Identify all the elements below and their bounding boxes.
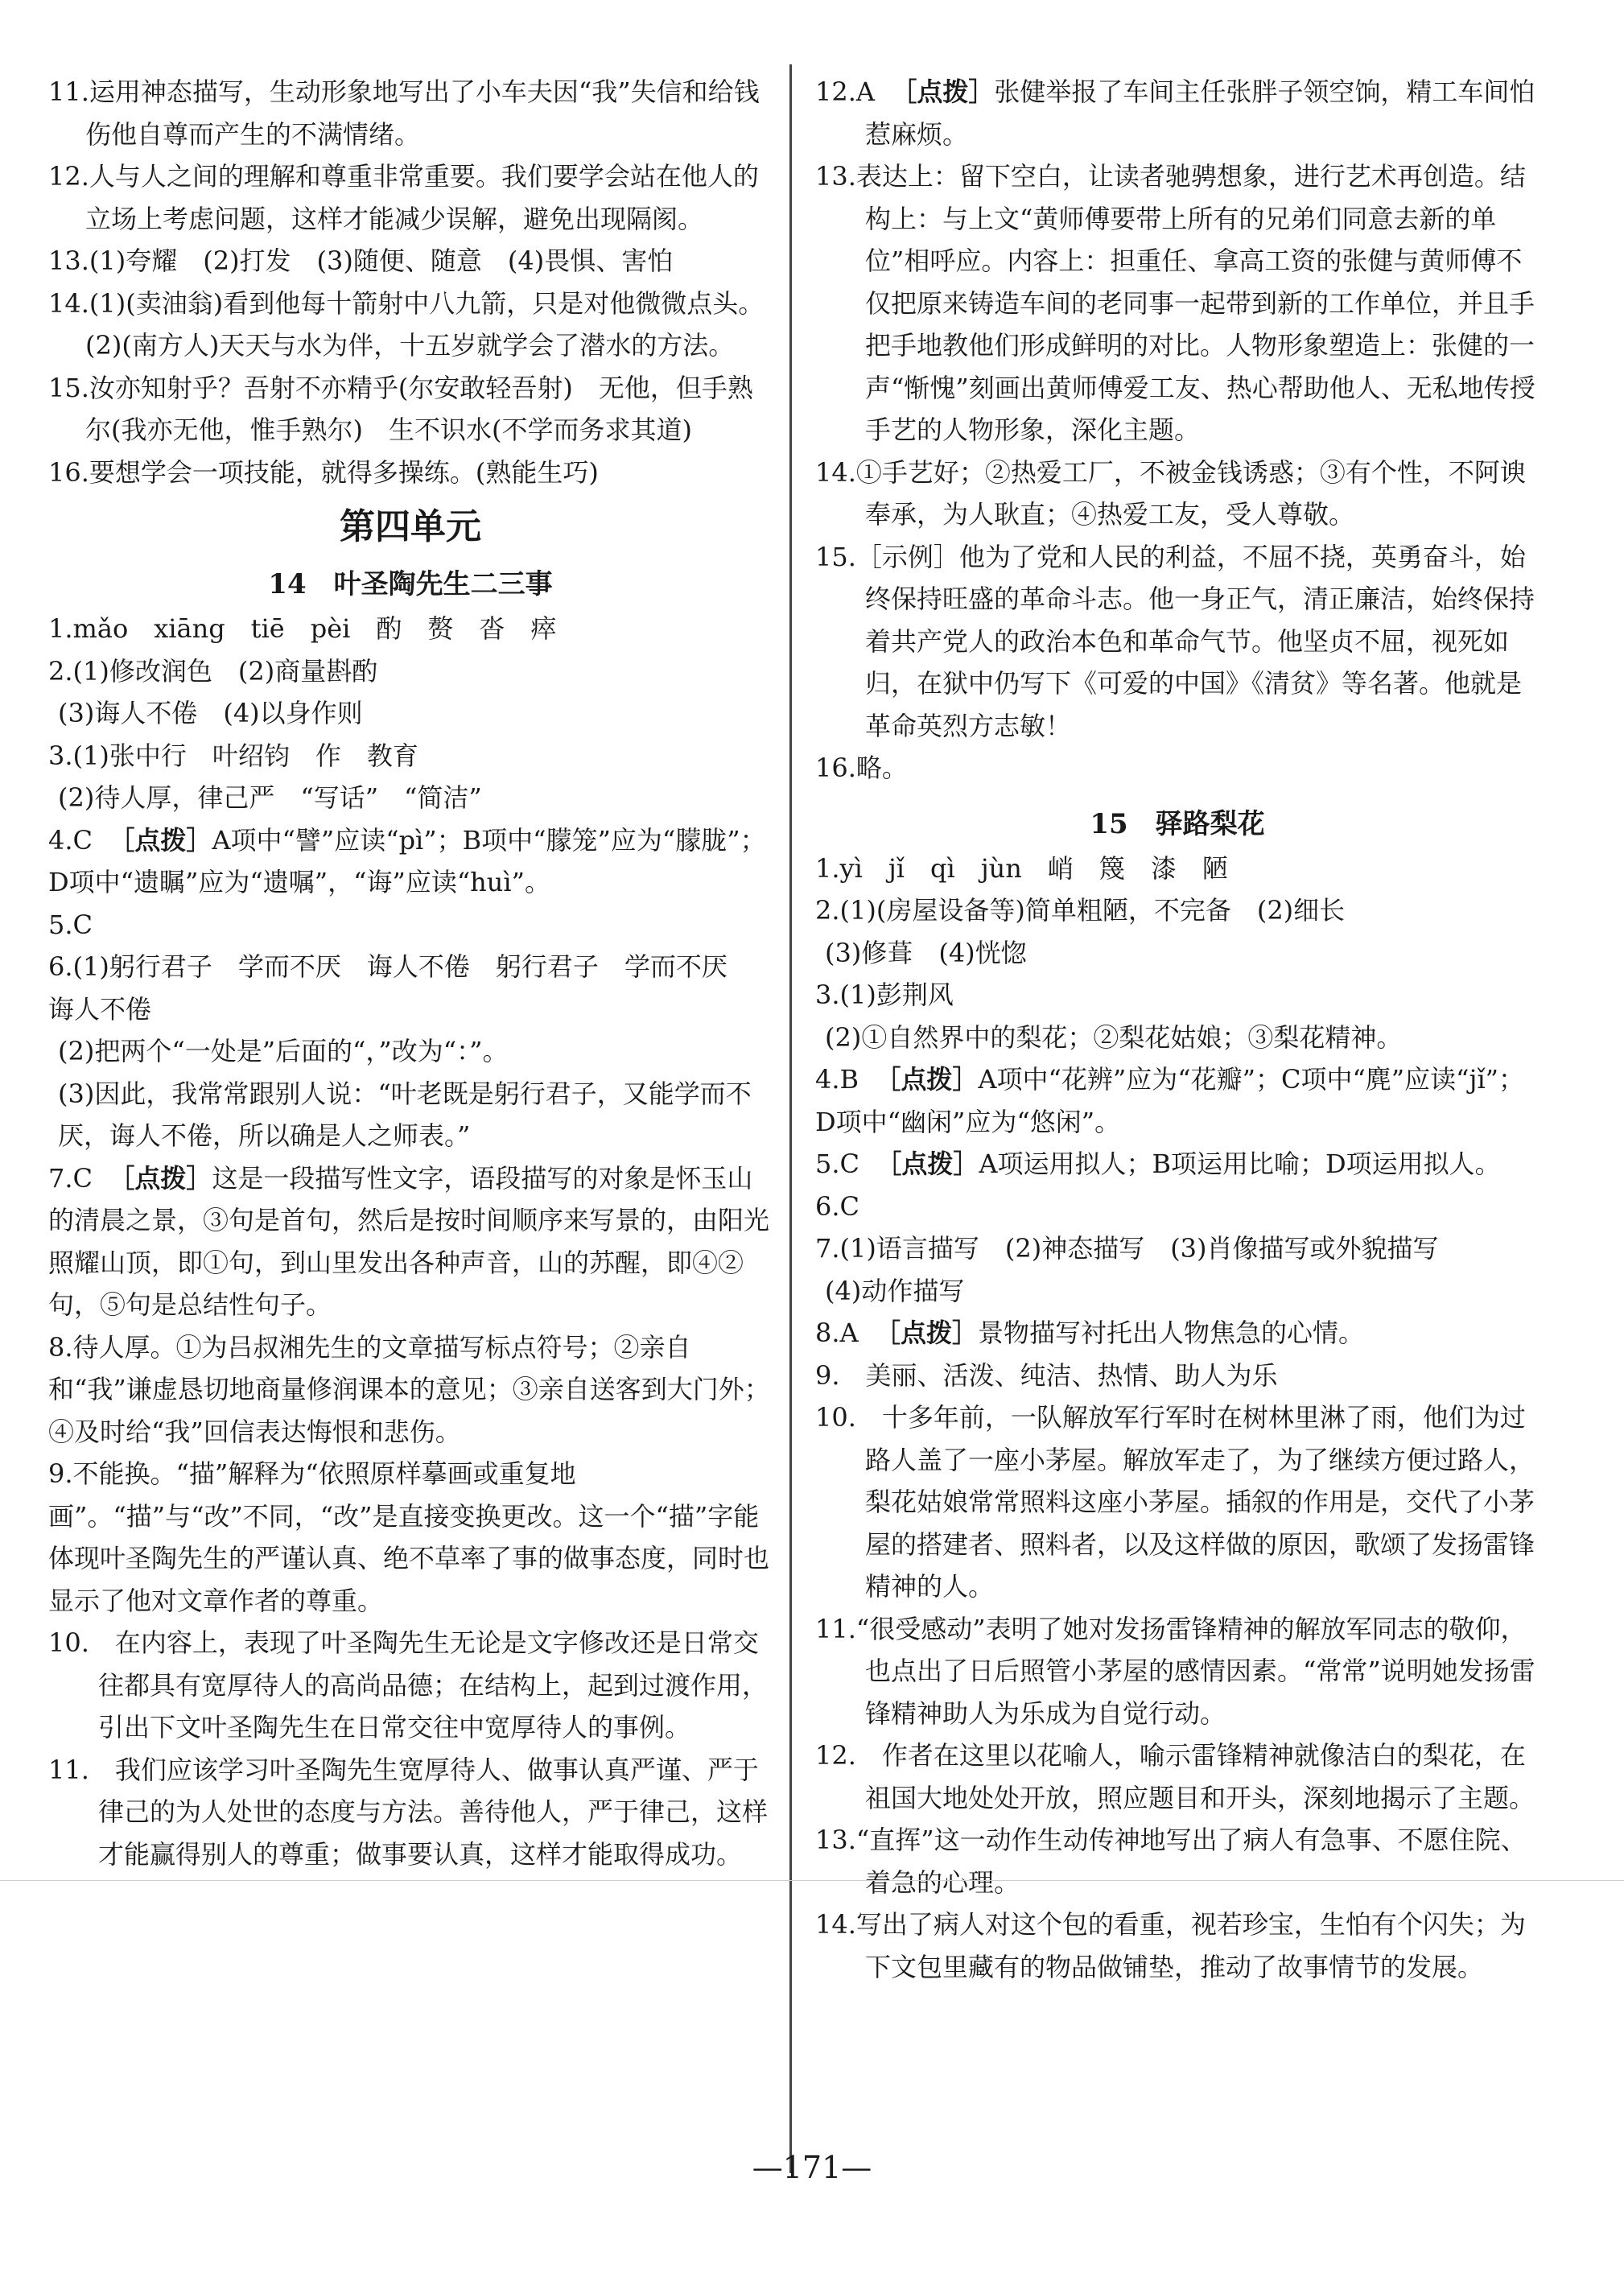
answer-l13: 13.(1)夸耀 (2)打发 (3)随便、随意 (4)畏惧、害怕 [48,245,674,276]
answer-choice: 7.C [48,1162,93,1194]
page-number: —171— [752,2150,872,2185]
hint-text: 这是一段描写性文字，语段描写的对象是怀玉山的清晨之景，③句是首句，然后是按时间顺序来写景的，由阳光照耀山顶，即①句，到山里发出各种声音，山的苏醒，即④②句，⑤句是总结性句子。 [48,1162,770,1320]
l15-answer-1: 1.yì jǐ qì jùn 峭 篾 漆 陋 [815,852,1228,884]
l15-answer-3: 3.(1)彭荆风 [815,979,954,1010]
answer-choice: 8.A [815,1318,859,1348]
l14-answer-2-sub: (3)诲人不倦 (4)以身作则 [58,698,363,728]
hint-tag: ［点拨］ [874,1318,978,1348]
l14-answer-3: 3.(1)张中行 叶绍钧 作 教育 [48,740,418,771]
l14-answer-7 [48,1157,773,1326]
l14-answer-1: 1.mǎo xiāng tiē pèi 酌 赘 沓 瘁 [48,613,557,644]
l14-answer-8: 8.待人厚。①为吕叔湘先生的文章描写标点符号；②亲自和“我”谦虚恳切地商量修润课本的意见；③亲自送客到大门外；④及时给“我”回信表达悔恨和悲伤。 [48,1331,770,1447]
l14-answer-4 [48,819,773,904]
answer-r13: 13.表达上：留下空白，让读者驰骋想象，进行艺术再创造。结构上：与上文“黄师傅要带上所有的兄弟们同意去新的单位”相呼应。内容上：担重任、拿高工资的张健与黄师傅不仅把原来铸造车间的老同事一起带到新的工作单位，并且手把手地教他们形成鲜明的对比。人物形象塑造上：张健的一声“惭愧”刻画出黄师傅爱工友、热心帮助他人、无私地传授手艺的人物形象，深化主题。 [815,161,1535,445]
hint-text: A项运用拟人；B项运用比喻；D项运用拟人。 [979,1149,1501,1179]
l14-answer-2: 2.(1)修改润色 (2)商量斟酌 [48,655,378,687]
l15-answer-8 [815,1312,1540,1355]
answer-l16: 16.要想学会一项技能，就得多操练。(熟能生巧) [48,456,599,488]
l14-answer-9: 9.不能换。“描”解释为“依照原样摹画或重复地画”。“描”与“改”不同，“改”是直接变换更改。这一个“描”字能体现叶圣陶先生的严谨认真、绝不草率了事的做事态度，同时也显示了他对文章作者的尊重。 [48,1458,770,1616]
l15-answer-4 [815,1058,1540,1143]
answer-l14: 14.(1)(卖油翁)看到他每十箭射中八九箭，只是对他微微点头。 [48,287,765,319]
answer-l11: 11.运用神态描写，生动形象地写出了小车夫因“我”失信和给钱伤他自尊而产生的不满情绪。 [48,76,760,150]
scan-crease-line [0,1880,1624,1881]
answer-r14: 14.①手艺好；②热爱工厂，不被金钱诱惑；③有个性，不阿谀奉承，为人耿直；④热爱工友，受人尊敬。 [815,456,1526,530]
l15-answer-3-sub: (2)①自然界中的梨花；②梨花姑娘；③梨花精神。 [825,1021,1403,1053]
l15-answer-11: 11.“很受感动”表明了她对发扬雷锋精神的解放军同志的敬仰，也点出了日后照管小茅屋的感情因素。“常常”说明她发扬雷锋精神助人为乐成为自觉行动。 [815,1613,1535,1729]
unit-title: 第四单元 [340,506,481,547]
hint-tag: ［点拨］ [109,824,212,856]
l15-answer-12: 12. 作者在这里以花喻人，喻示雷锋精神就像洁白的梨花，在祖国大地处处开放，照应题目和开头，深刻地揭示了主题。 [815,1740,1535,1813]
l14-answer-6: 6.(1)躬行君子 学而不厌 诲人不倦 躬行君子 学而不厌 诲人不倦 [48,951,753,1025]
answer-l14-sub: (2)(南方人)天天与水为伴，十五岁就学会了潜水的方法。 [85,330,735,361]
l15-answer-2: 2.(1)(房屋设备等)简单粗陋，不完备 (2)细长 [815,895,1346,926]
hint-text: A项中“花辨”应为“花瓣”；C项中“麂”应读“jǐ”；D项中“幽闲”应为“悠闲”。 [815,1064,1525,1137]
hint-tag: ［点拨］ [891,76,995,107]
answer-r15: 15.［示例］他为了党和人民的利益，不屈不挠，英勇奋斗，始终保持旺盛的革命斗志。他一身正气，清正廉洁，始终保持着共产党人的政治本色和革命气节。他坚贞不屈，视死如归，在狱中仍写下《可爱的中国》《清贫》等名著。他就是革命英烈方志敏！ [815,541,1535,741]
lesson-14-title: 14 叶圣陶先生二三事 [268,568,553,600]
l15-answer-2-sub: (3)修葺 (4)恍惚 [825,937,1027,968]
right-column [815,71,1540,1988]
hint-text: A项中“譬”应读“pì”；B项中“朦笼”应为“朦胧”；D项中“遗瞩”应为“遗嘱”，“诲”应读“huì”。 [48,824,766,897]
l15-answer-7-sub: (4)动作描写 [825,1275,965,1306]
hint-tag: ［点拨］ [109,1162,212,1194]
lesson-15-title: 15 驿路梨花 [1090,807,1265,840]
answer-choice: 12.A [815,76,875,107]
l14-answer-6-sub2: (2)把两个“一处是”后面的“，”改为“：”。 [58,1036,509,1066]
hint-text: 张健举报了车间主任张胖子领空饷，精工车间怕惹麻烦。 [865,76,1535,150]
answer-l15: 15.汝亦知射乎？吾射不亦精乎(尔安敢轻吾射) 无他，但手熟尔(我亦无他，惟手熟尔) 生不识水(不学而务求其道) [48,372,753,445]
hint-tag: ［点拨］ [875,1064,979,1095]
l14-answer-10: 10. 在内容上，表现了叶圣陶先生无论是文字修改还是日常交往都具有宽厚待人的高尚品德；在结构上，起到过渡作用，引出下文叶圣陶先生在日常交往中宽厚待人的事例。 [48,1627,769,1742]
hint-tag: ［点拨］ [876,1149,979,1179]
answer-choice: 4.C [48,824,93,856]
l14-answer-6-sub3: (3)因此，我常常跟别人说：“叶老既是躬行君子，又能学而不厌，诲人不倦，所以确是人之师表。” [58,1078,752,1151]
left-column [48,71,773,1875]
l15-answer-5 [815,1143,1540,1186]
l15-answer-6: 6.C [815,1190,860,1222]
l14-answer-5: 5.C [48,909,93,940]
l15-answer-10: 10. 十多年前，一队解放军行军时在树林里淋了雨，他们为过路人盖了一座小茅屋。解放军走了，为了继续方便过路人，梨花姑娘常常照料这座小茅屋。插叙的作用是，交代了小茅屋的搭建者、照料者，以及这样做的原因，歌颂了发扬雷锋精神的人。 [815,1402,1535,1602]
answer-choice: 5.C [815,1149,860,1179]
answer-r12 [815,71,1540,155]
answer-l12: 12.人与人之间的理解和尊重非常重要。我们要学会站在他人的立场上考虑问题，这样才能减少误解，避免出现隔阂。 [48,161,759,234]
l15-answer-9: 9. 美丽、活泼、纯洁、热情、助人为乐 [815,1359,1278,1391]
answer-r16: 16.略。 [815,753,908,783]
l15-answer-13: 13.“直挥”这一动作生动传神地写出了病人有急事、不愿住院、着急的心理。 [815,1825,1527,1898]
l14-answer-3-sub: (2)待人厚，律己严 “写话” “简洁” [58,782,482,813]
l14-answer-11: 11. 我们应该学习叶圣陶先生宽厚待人、做事认真严谨、严于律己的为人处世的态度与方法。善待他人，严于律己，这样才能赢得别人的尊重；做事要认真，这样才能取得成功。 [48,1754,769,1870]
l15-answer-14: 14.写出了病人对这个包的看重，视若珍宝，生怕有个闪失；为下文包里藏有的物品做铺垫，推动了故事情节的发展。 [815,1909,1526,1982]
column-divider [789,64,792,2173]
l15-answer-7: 7.(1)语言描写 (2)神态描写 (3)肖像描写或外貌描写 [815,1233,1439,1264]
hint-text: 景物描写衬托出人物焦急的心情。 [978,1318,1365,1348]
answer-choice: 4.B [815,1064,859,1095]
